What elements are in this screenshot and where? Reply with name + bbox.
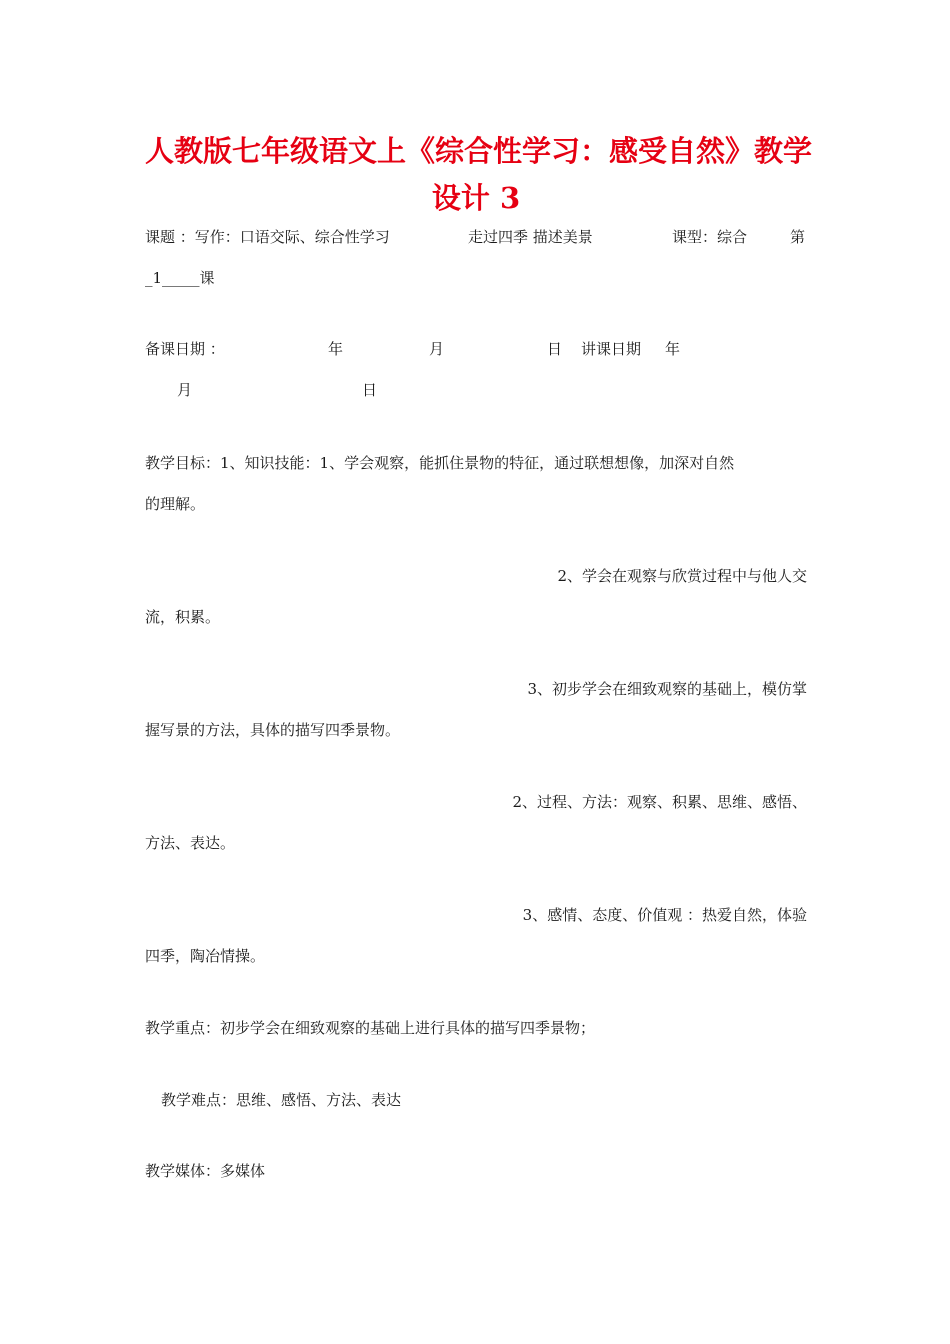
lesson-number-prefix: 第 — [790, 228, 806, 246]
lesson-type: 课型：综合 — [672, 228, 748, 246]
goal-2-line2: 方法、表达。 — [145, 834, 236, 852]
topic-label: 课题 ：写作：口语交际、综合性学习 — [145, 228, 390, 246]
document-title-line1: 人教版七年级语文上《综合性学习：感受自然》教学 — [145, 134, 813, 168]
goal-3-line1: 3、感情、态度、价值观 ：热爱自然，体验 — [522, 906, 807, 924]
goal-2-line1: 2、过程、方法：观察、积累、思维、感悟、 — [512, 793, 807, 811]
prep-date-label: 备课日期 ： — [145, 340, 225, 358]
goal-1-3-line1: 3、初步学会在细致观察的基础上，模仿掌 — [527, 680, 807, 698]
teach-year: 年 — [665, 340, 681, 358]
prep-month: 月 — [429, 340, 445, 358]
prep-day: 日 — [547, 340, 563, 358]
goal-1-line1: 教学目标：1、知识技能：1、学会观察，能抓住景物的特征，通过联想想像，加深对自然 — [145, 454, 735, 472]
teach-day: 日 — [362, 381, 378, 399]
prep-year: 年 — [328, 340, 344, 358]
goal-1-2-line2: 流，积累。 — [145, 608, 221, 626]
goal-3-line2: 四季，陶冶情操。 — [145, 947, 266, 965]
teach-date-label: 讲课日期 — [581, 340, 642, 358]
document-title-line2: 设计 3 — [431, 181, 521, 215]
document-page — [145, 0, 813, 1344]
topic-subject: 走过四季 描述美景 — [468, 228, 593, 246]
goal-1-2-line1: 2、学会在观察与欣赏过程中与他人交 — [557, 567, 807, 585]
lesson-number-line: _1_____课 — [145, 269, 215, 287]
goal-1-3-line2: 握写景的方法，具体的描写四季景物。 — [145, 721, 401, 739]
goal-1-line2: 的理解。 — [145, 495, 206, 513]
teaching-media: 教学媒体：多媒体 — [145, 1162, 266, 1180]
teaching-difficulty: 教学难点：思维、感悟、方法、表达 — [161, 1091, 402, 1109]
teaching-key-point: 教学重点：初步学会在细致观察的基础上进行具体的描写四季景物； — [145, 1019, 596, 1037]
teach-month: 月 — [177, 381, 193, 399]
